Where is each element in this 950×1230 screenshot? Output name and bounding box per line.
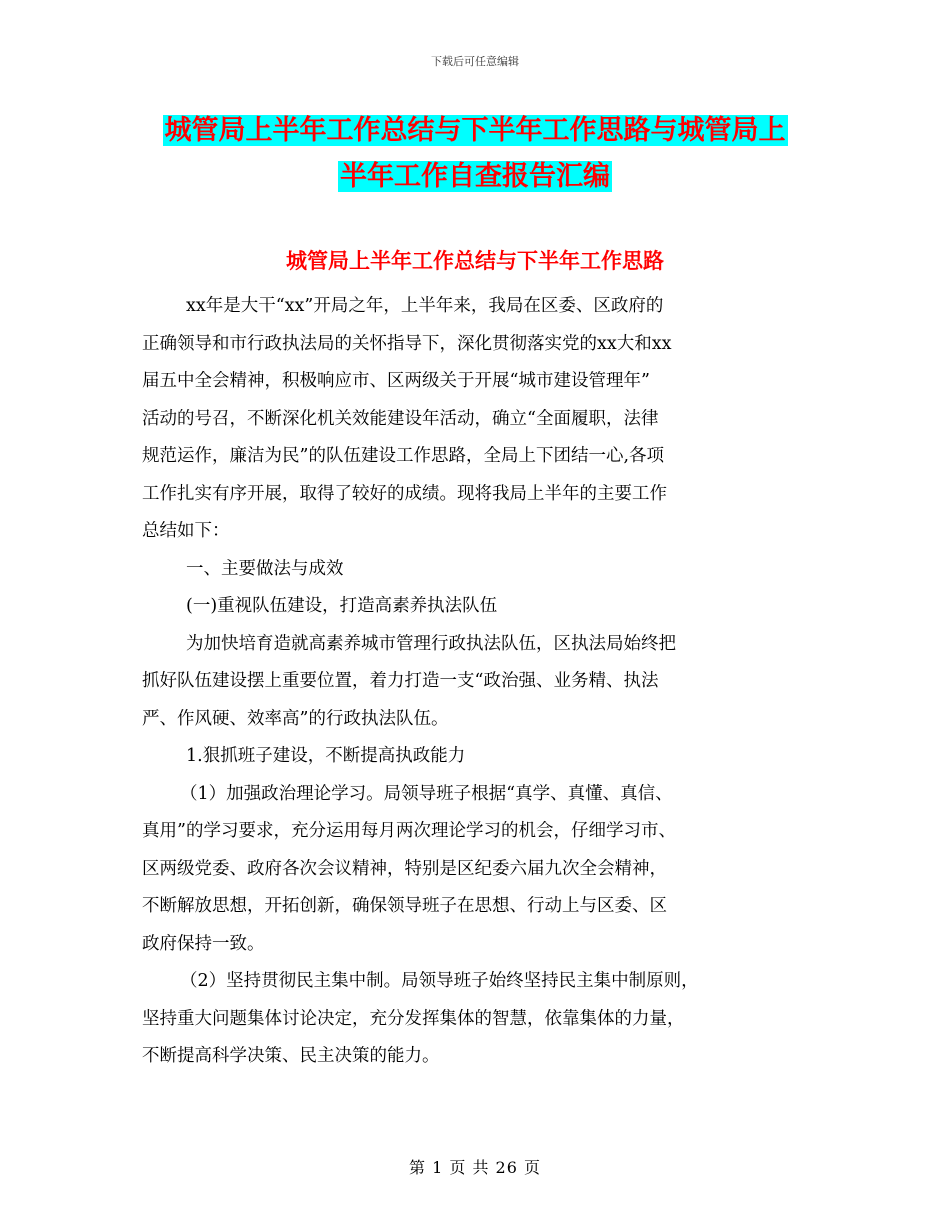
paragraph-line: 真用”的学习要求，充分运用每月两次理论学习的机会，仔细学习市、 bbox=[142, 821, 676, 841]
main-title-line-2: 半年工作自查报告汇编 bbox=[340, 161, 610, 192]
paragraph-line: 为加快培育造就高素养城市管理行政执法队伍，区执法局始终把 bbox=[186, 633, 676, 654]
paragraph-line: 政府保持一致。 bbox=[142, 933, 265, 954]
paragraph-line: 抓好队伍建设摆上重要位置，着力打造一支“政治强、业务精、执法 bbox=[142, 671, 659, 691]
main-title bbox=[140, 108, 810, 200]
paragraph-line: 不断提高科学决策、民主决策的能力。 bbox=[142, 1046, 440, 1066]
paragraph-line: 工作扎实有序开展，取得了较好的成绩。现将我局上半年的主要工作 bbox=[142, 483, 667, 504]
paragraph-line: 正确领导和市行政执法局的关怀指导下，深化贯彻落实党的xx大和xx bbox=[142, 333, 672, 354]
paragraph-line: xx年是大干“xx”开局之年，上半年来，我局在区委、区政府的 bbox=[186, 296, 664, 316]
section-heading: 一、主要做法与成效 bbox=[186, 558, 344, 579]
paragraph-line: 规范运作，廉洁为民”的队伍建设工作思路，全局上下团结一心,各项 bbox=[142, 446, 665, 466]
paragraph-line: 区两级党委、政府各次会议精神，特别是区纪委六届九次全会精神， bbox=[142, 858, 667, 879]
paragraph-line: 总结如下： bbox=[142, 521, 230, 541]
paragraph-line: 坚持重大问题集体讨论决定，充分发挥集体的智慧，依靠集体的力量， bbox=[142, 1008, 685, 1029]
paragraph-line: （2）坚持贯彻民主集中制。局领导班子始终坚持民主集中制原则， bbox=[180, 971, 699, 991]
paragraph-line: 不断解放思想，开拓创新，确保领导班子在思想、行动上与区委、区 bbox=[142, 896, 667, 916]
subsection-heading: (一)重视队伍建设，打造高素养执法队伍 bbox=[186, 596, 498, 616]
numbered-heading: 1.狠抓班子建设，不断提高执政能力 bbox=[186, 746, 466, 766]
body-text bbox=[142, 288, 810, 1076]
section-title: 城管局上半年工作总结与下半年工作思路 bbox=[286, 249, 664, 273]
page-footer: 第 1 页 共 26 页 bbox=[409, 1158, 541, 1177]
paragraph-line: （1）加强政治理论学习。局领导班子根据“真学、真懂、真信、 bbox=[180, 783, 673, 804]
header-note: 下载后可任意编辑 bbox=[431, 55, 519, 68]
main-title-line-1: 城管局上半年工作总结与下半年工作思路与城管局上 bbox=[164, 115, 786, 146]
paragraph-line: 严、作风硬、效率高”的行政执法队伍。 bbox=[142, 708, 449, 729]
paragraph-line: 活动的号召，不断深化机关效能建设年活动，确立“全面履职，法律 bbox=[142, 408, 659, 429]
paragraph-line: 届五中全会精神，积极响应市、区两级关于开展“城市建设管理年” bbox=[142, 371, 650, 391]
